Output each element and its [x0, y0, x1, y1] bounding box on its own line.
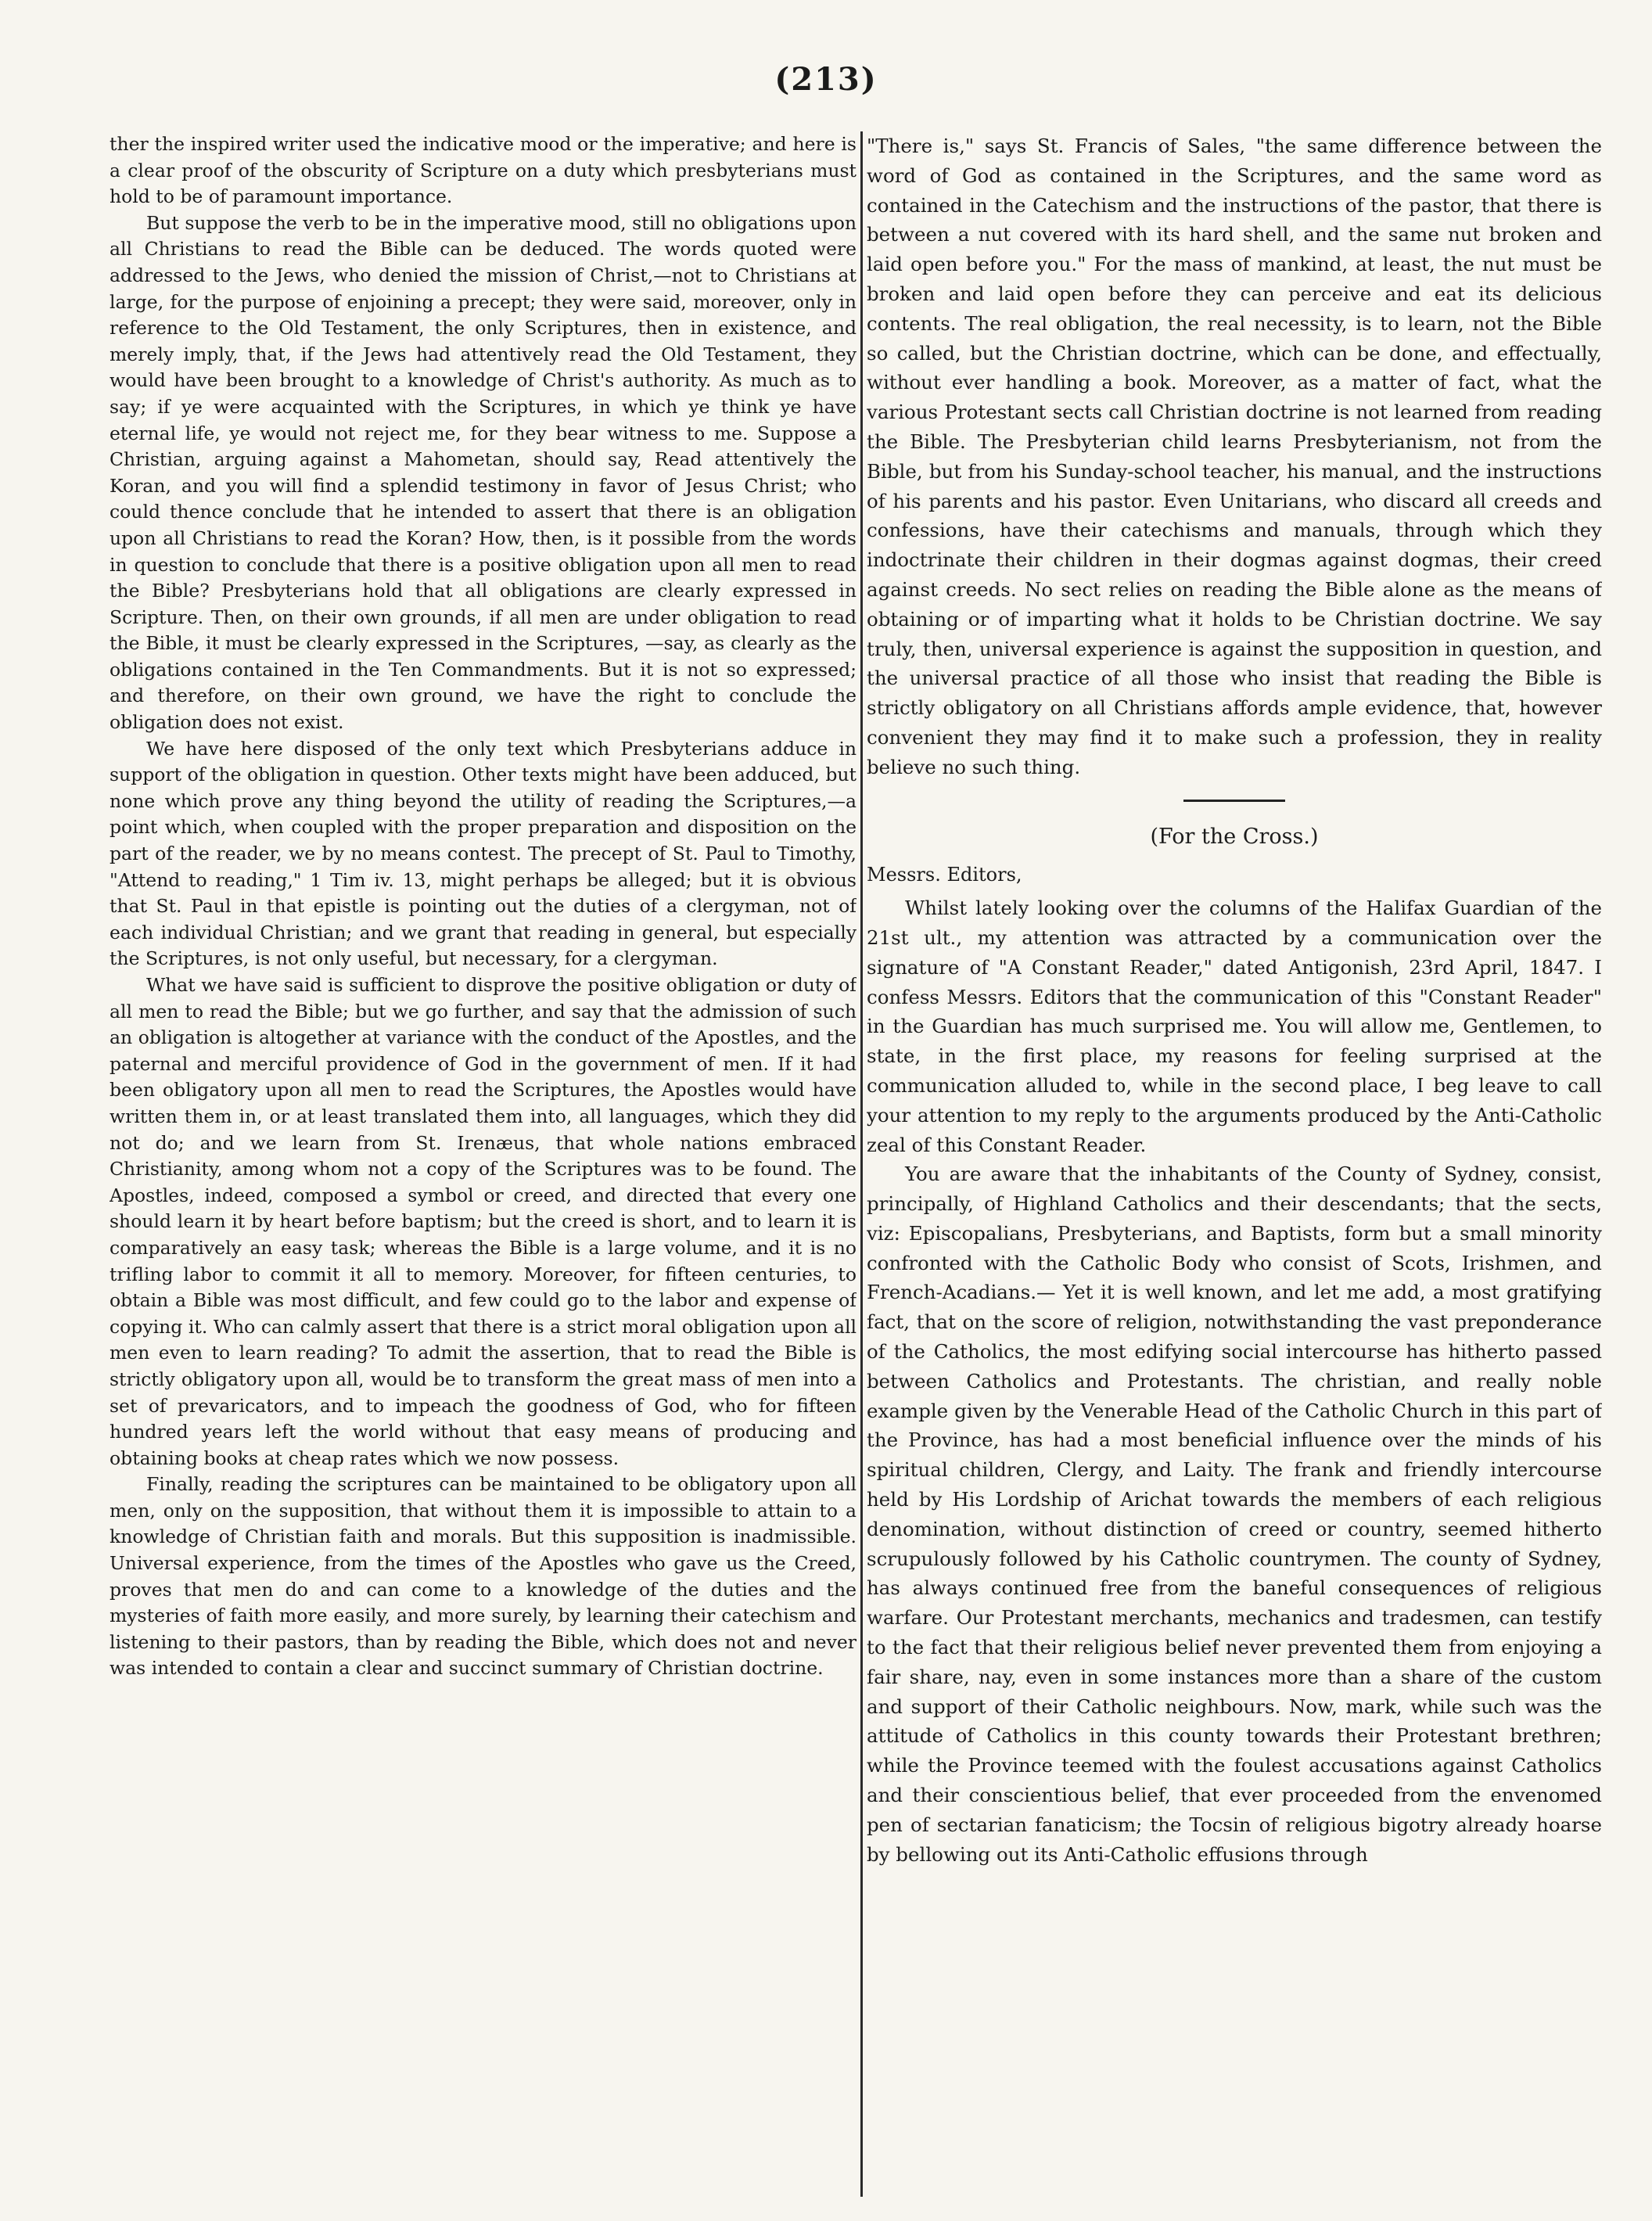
- paragraph: "There is," says St. Francis of Sales, "the same difference between the word of God as contained in the Scriptures, and the same word as contained in the Catechism and the instructions of the pastor, that there is between a nut covered with its hard shell, and the same nut broken and laid open before you." For the mass of mankind, at least, the nut must be broken and laid open before they can perceive and eat its delicious contents. The real obligation, the real necessity, is to learn, not the Bible so called, but the Christian doctrine, which can be done, and effectually, without ever handling a book. Moreover, as a matter of fact, what the various Protestant sects call Christian doctrine is not learned from reading the Bible. The Presbyterian child learns Presbyterianism, not from the Bible, but from his Sunday-school teacher, his manual, and the instructions of his parents and his pastor. Even Unitarians, who discard all creeds and confessions, have their catechisms and manuals, through which they indoctrinate their children in their dogmas against dogmas, their creed against creeds. No sect relies on reading the Bible alone as the means of obtaining or of imparting what it holds to be Christian doctrine. We say truly, then, universal experience is against the supposition in question, and the universal practice of all those who insist that reading the Bible is strictly obligatory on all Christians affords ample evidence, that, however convenient they may find it to make such a profession, they in reality believe no such thing.: [867, 135, 1602, 778]
- page-number: (213): [774, 61, 878, 98]
- right-column: [867, 131, 1602, 2197]
- left-column: [110, 131, 857, 2197]
- paragraph: ther the inspired writer used the indicative mood or the imperative; and here is a clear proof of the obscurity of Scripture on a duty which presbyterians must hold to be of paramount importance.: [110, 133, 857, 208]
- paragraph: But suppose the verb to be in the imperative mood, still no obligations upon all Christians to read the Bible can be deduced. The words quoted were addressed to the Jews, who denied the mission of Christ,—not to Christians at large, for the purpose of enjoining a precept; they were said, moreover, only in reference to the Old Testament, the only Scriptures, then in existence, and merely imply, that, if the Jews had attentively read the Old Testament, they would have been brought to a knowledge of Christ's authority. As much as to say; if ye were acquainted with the Scriptures, in which ye think ye have eternal life, ye would not reject me, for they bear witness to me. Suppose a Christian, arguing against a Mahometan, should say, Read attentively the Koran, and you will find a splendid testimony in favor of Jesus Christ; who could thence conclude that he intended to assert that there is an obligation upon all Christians to read the Koran? How, then, is it possible from the words in question to conclude that there is a positive obligation upon all men to read the Bible? Presbyterians hold that all obligations are clearly expressed in Scripture. Then, on their own grounds, if all men are under obligation to read the Bible, it must be clearly expressed in the Scriptures, —say, as clearly as the obligations contained in the Ten Commandments. But it is not so expressed; and therefore, on their own ground, we have the right to conclude the obligation does not exist.: [110, 211, 857, 734]
- column-divider: [860, 131, 863, 2197]
- paragraph: Whilst lately looking over the columns of the Halifax Guardian of the 21st ult., my attention was attracted by a communication over the signature of "A Constant Reader," dated Antigonish, 23rd April, 1847. I confess Messrs. Editors that the communication of this "Constant Reader" in the Guardian has much surprised me. You will allow me, Gentlemen, to state, in the first place, my reasons for feeling surprised at the communication alluded to, while in the second place, I beg leave to call your attention to my reply to the arguments produced by the Anti-Catholic zeal of this Constant Reader.: [867, 897, 1602, 1156]
- paragraph: What we have said is sufficient to disprove the positive obligation or duty of all men to read the Bible; but we go further, and say that the admission of such an obligation is altogether at variance with the conduct of the Apostles, and the paternal and merciful providence of God in the government of men. If it had been obligatory upon all men to read the Scriptures, the Apostles would have written them in, or at least translated them into, all languages, which they did not do; and we learn from St. Irenæus, that whole nations embraced Christianity, among whom not a copy of the Scriptures was to be found. The Apostles, indeed, composed a symbol or creed, and directed that every one should learn it by heart before baptism; but the creed is short, and to learn it is comparatively an easy task; whereas the Bible is a large volume, and it is no trifling labor to commit it all to memory. Moreover, for fifteen centuries, to obtain a Bible was most difficult, and few could go to the labor and expense of copying it. Who can calmly assert that there is a strict moral obligation upon all men even to learn reading? To admit the assertion, that to read the Bible is strictly obligatory upon all, would be to transform the great mass of men into a set of prevaricators, and to impeach the goodness of God, who for fifteen hundred years left the world without that easy means of producing and obtaining books at cheap rates which we now possess.: [110, 974, 857, 1469]
- salutation: Messrs. Editors,: [867, 864, 1022, 886]
- paragraph: We have here disposed of the only text which Presbyterians adduce in support of the obligation in question. Other texts might have been adduced, but none which prove any thing beyond the utility of reading the Scriptures,—a point which, when coupled with the proper preparation and disposition on the part of the reader, we by no means contest. The precept of St. Paul to Timothy, "Attend to reading," 1 Tim iv. 13, might perhaps be alleged; but it is obvious that St. Paul in that epistle is pointing out the duties of a clergyman, not of each individual Christian; and we grant that reading in general, but especially the Scriptures, is not only useful, but necessary, for a clergyman.: [110, 737, 857, 970]
- section-divider: [1183, 800, 1285, 802]
- section-heading: (For the Cross.): [1150, 824, 1319, 849]
- paragraph: Finally, reading the scriptures can be maintained to be obligatory upon all men, only on the supposition, that without them it is impossible to attain to a knowledge of Christian faith and morals. But this supposition is inadmissible. Universal experience, from the times of the Apostles who gave us the Creed, proves that men do and can come to a knowledge of the duties and the mysteries of faith more easily, and more surely, by learning their catechism and listening to their pastors, than by reading the Bible, which does not and never was intended to contain a clear and succinct summary of Christian doctrine.: [110, 1473, 857, 1680]
- paragraph: You are aware that the inhabitants of the County of Sydney, consist, principally, of Highland Catholics and their descendants; that the sects, viz: Episcopalians, Presbyterians, and Baptists, form but a small minority confronted with the Catholic Body who consist of Scots, Irishmen, and French-Acadians.— Yet it is well known, and let me add, a most gratifying fact, that on the score of religion, notwithstanding the vast preponderance of the Catholics, the most edifying social intercourse has hitherto passed between Catholics and Protestants. The christian, and really noble example given by the Venerable Head of the Catholic Church in this part of the Province, has had a most beneficial influence over the minds of his spiritual children, Clergy, and Laity. The frank and friendly intercourse held by His Lordship of Arichat towards the members of each religious denomination, without distinction of creed or country, seemed hitherto scrupulously followed by his Catholic countrymen. The county of Sydney, has always continued free from the baneful consequences of religious warfare. Our Protestant merchants, mechanics and tradesmen, can testify to the fact that their religious belief never prevented them from enjoying a fair share, nay, even in some instances more than a share of the custom and support of their Catholic neighbours. Now, mark, while such was the attitude of Catholics in this county towards their Protestant brethren; while the Province teemed with the foulest accusations against Catholics and their conscientious belief, that ever proceeded from the envenomed pen of sectarian fanaticism; the Tocsin of religious bigotry already hoarse by bellowing out its Anti-Catholic effusions through: [867, 1163, 1602, 1866]
